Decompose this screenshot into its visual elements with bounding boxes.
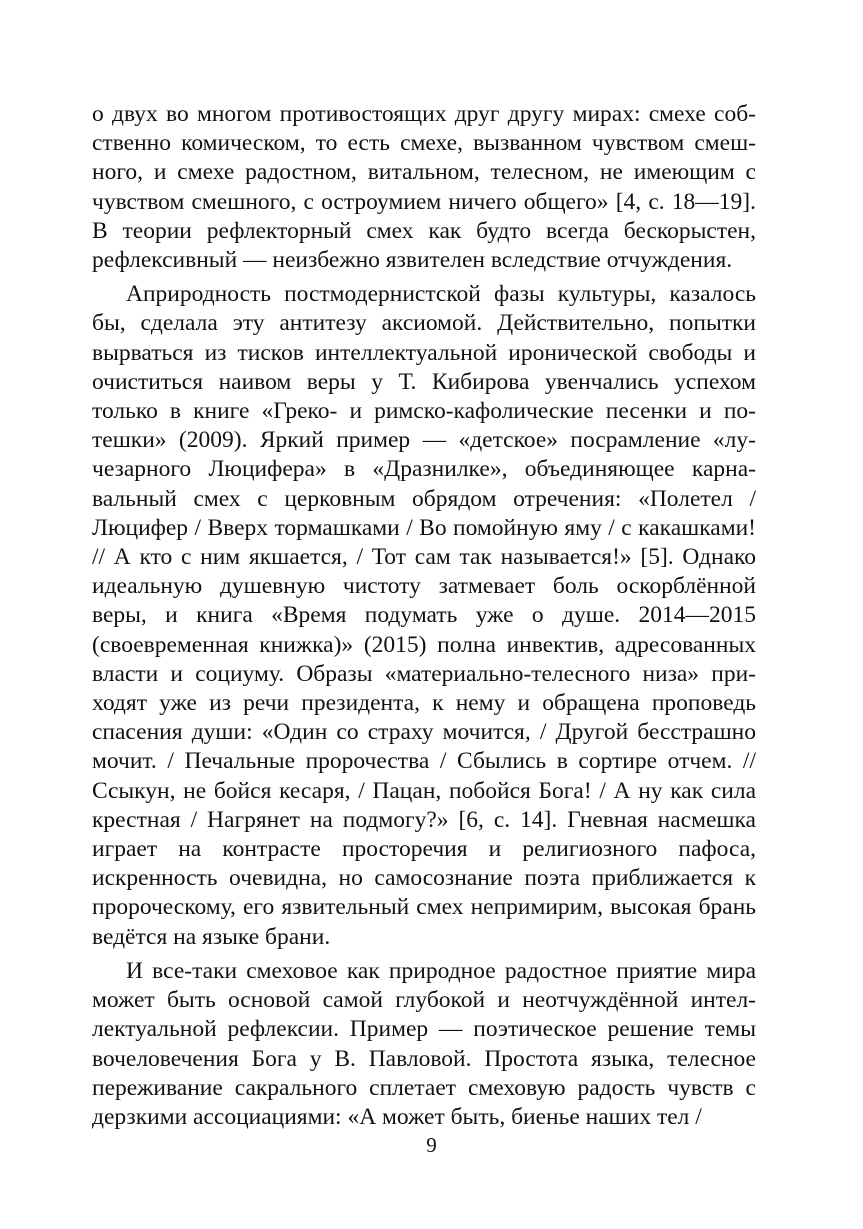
paragraph-1: о двух во многом противостоящих друг другу мирах: смехе собственно комическом, то есть смехе, вызванном чувством смешного, и смехе радостном, витальном, телесном, не имеющим с чувством смешного, с остроумием ничего общего» [4, с. 18—19]. В теории рефлекторный смех как будто всегда бескорыстен, рефлексивный — неизбежно язвителен вследствие отчуждения.: [92, 101, 756, 274]
page-body: [92, 100, 756, 1137]
paragraph-3: И все-таки смеховое как природное радостное приятие мира может быть основой самой глубокой и неотчуждённой интеллектуальной рефлексии. Пример — поэтическое решение темы вочеловечения Бога у В. Павловой. Простота языка, телесное переживание сакрального сплетает смеховую радость чувств с дерзкими ассоциациями: «А может быть, биенье наших тел /: [92, 957, 756, 1130]
page-number: 9: [426, 1133, 437, 1157]
paragraph-2: Априродность постмодернистской фазы культуры, казалось бы, сделала эту антитезу аксиомой. Действительно, попытки вырваться из тисков интеллектуальной иронической свободы и очиститься наивом веры у Т. Кибирова увенчались успехом только в книге «Греко- и римско-кафолические песенки и потешки» (2009). Яркий пример — «детское» посрамление «лучезарного Люцифера» в «Дразнилке», объединяющее карнавальный смех с церковным обрядом отречения: «Полетел / Люцифер / Вверх тормашками / Во помойную яму / с какашками! // А кто с ним якшается, / Тот сам так называется!» [5]. Однако идеальную душевную чистоту затмевает боль оскорблённой веры, и книга «Время подумать уже о душе. 2014—2015 (своевременная книжка)» (2015) полна инвектив, адресованных власти и социуму. Образы «материально-телесного низа» приходят уже из речи президента, к нему и обращена проповедь спасения души: «Один со страху мочится, / Другой бесстрашно мочит. / Печальные пророчества / Сбылись в сортире отчем. // Ссыкун, не бойся кесаря, / Пацан, побойся Бога! / А ну как сила крестная / Нагрянет на подмогу?» [6, с. 14]. Гневная насмешка играет на контрасте просторечия и религиозного пафоса, искренность очевидна, но самосознание поэта приближается к пророческому, его язвительный смех непримирим, высокая брань ведётся на языке брани.: [92, 281, 756, 950]
